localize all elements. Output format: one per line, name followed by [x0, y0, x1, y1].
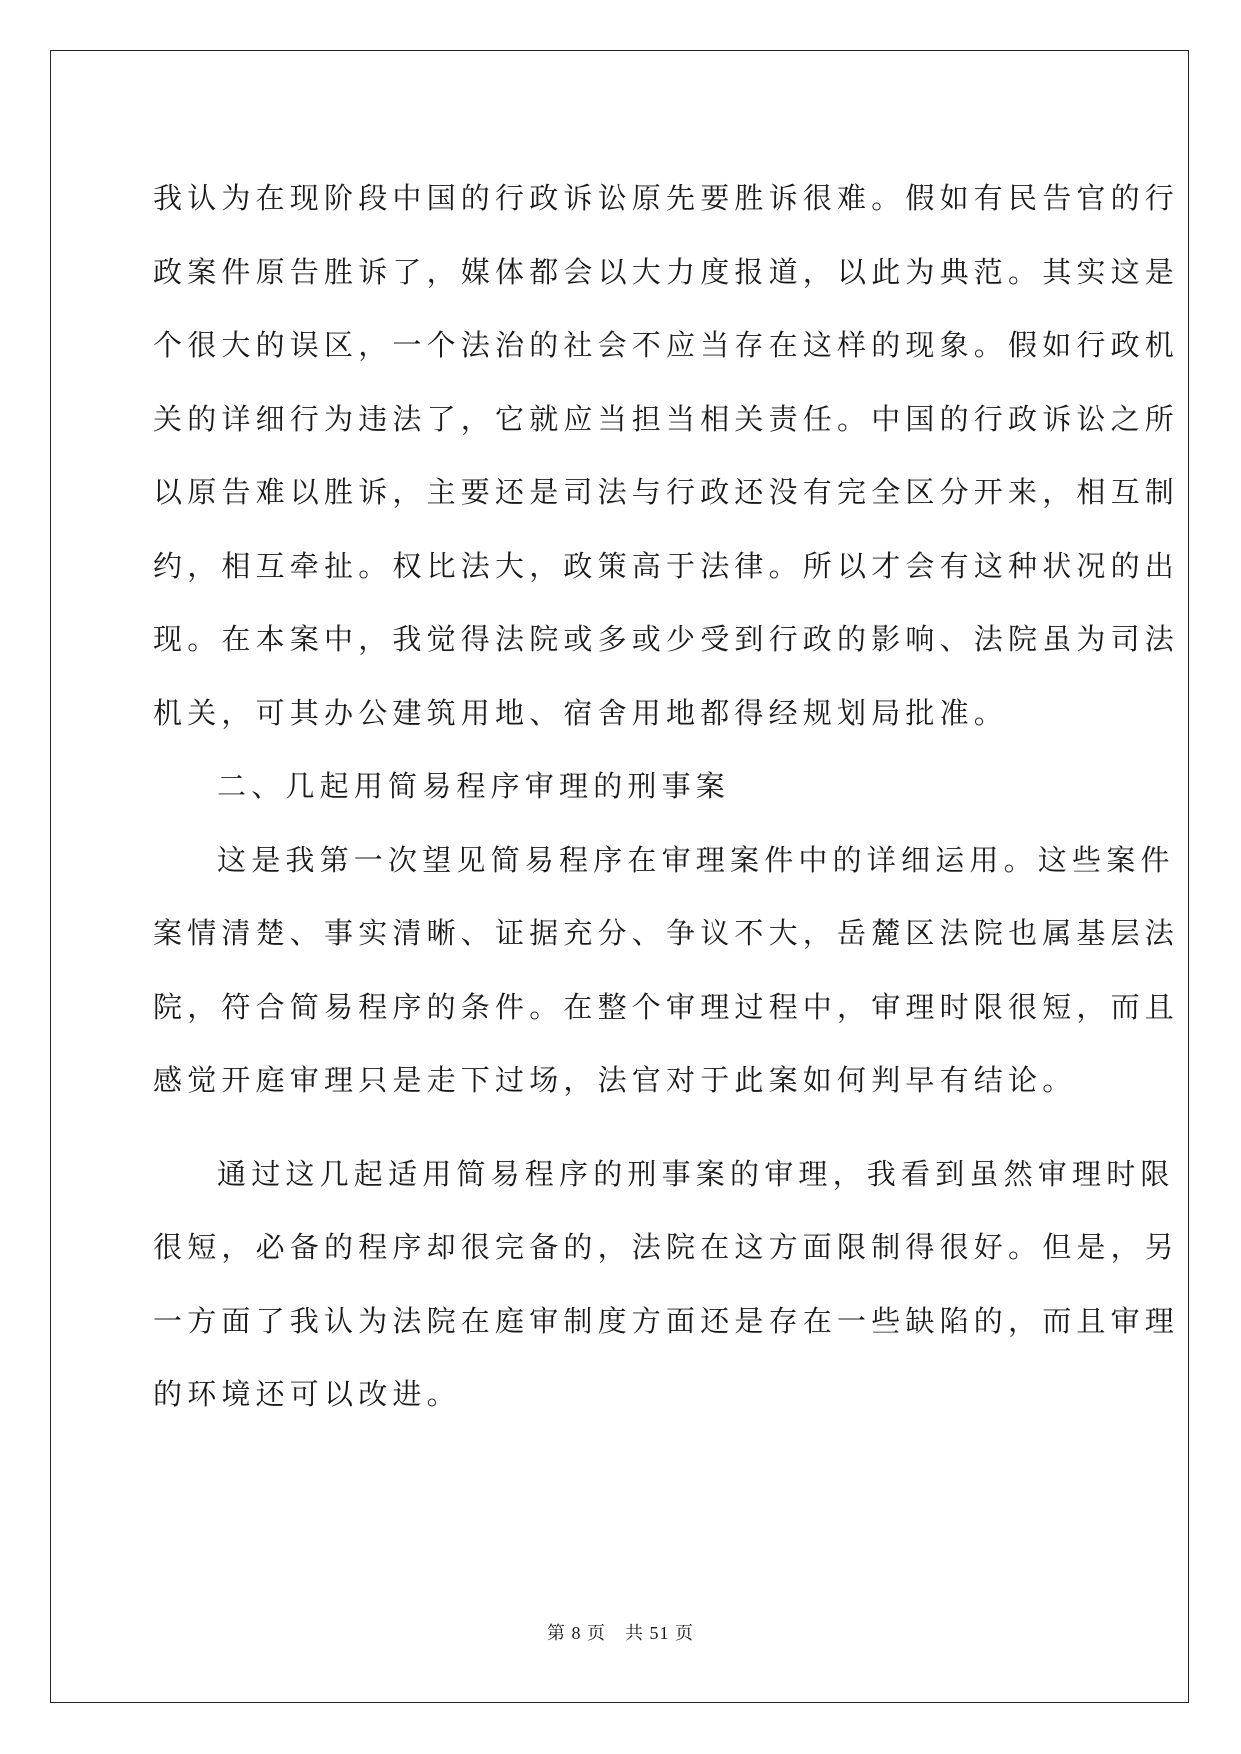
text-line: 我认为在现阶段中国的行政诉讼原先要胜诉很难。假如有民告官的行	[153, 181, 1180, 215]
text-line: 个很大的误区，一个法治的社会不应当存在这样的现象。假如行政机	[153, 328, 1180, 362]
page-number: 第 8 页 共 51 页	[547, 1623, 694, 1643]
text-line: 的环境还可以改进。	[153, 1377, 461, 1411]
text-line: 这是我第一次望见简易程序在审理案件中的详细运用。这些案件	[217, 842, 1175, 877]
text-line: 关的详细行为违法了，它就应当担当相关责任。中国的行政诉讼之所	[153, 401, 1180, 436]
text-line: 机关，可其办公建筑用地、宿舍用地都得经规划局批准。	[153, 695, 1009, 730]
text-line: 很短，必备的程序却很完备的，法院在这方面限制得很好。但是，另	[153, 1230, 1180, 1264]
paragraph-gap	[153, 1118, 1089, 1138]
section-heading: 二、几起用简易程序审理的刑事案	[217, 769, 731, 803]
text-line: 一方面了我认为法院在庭审制度方面还是存在一些缺陷的，而且审理	[153, 1303, 1180, 1338]
document-body	[153, 162, 1180, 1432]
text-line: 政案件原告胜诉了，媒体都会以大力度报道，以此为典范。其实这是	[153, 254, 1180, 289]
text-line: 约，相互牵扯。权比法大，政策高于法律。所以才会有这种状况的出	[153, 548, 1180, 583]
text-line: 案情清楚、事实清晰、证据充分、争议不大，岳麓区法院也属基层法	[153, 916, 1180, 950]
text-line: 现。在本案中，我觉得法院或多或少受到行政的影响、法院虽为司法	[153, 622, 1180, 656]
text-line: 院，符合简易程序的条件。在整个审理过程中，审理时限很短，而且	[153, 989, 1180, 1024]
text-line: 感觉开庭审理只是走下过场，法官对于此案如何判早有结论。	[153, 1063, 1077, 1097]
text-line: 通过这几起适用简易程序的刑事案的审理，我看到虽然审理时限	[217, 1156, 1175, 1191]
text-line: 以原告难以胜诉，主要还是司法与行政还没有完全区分开来，相互制	[153, 475, 1180, 509]
